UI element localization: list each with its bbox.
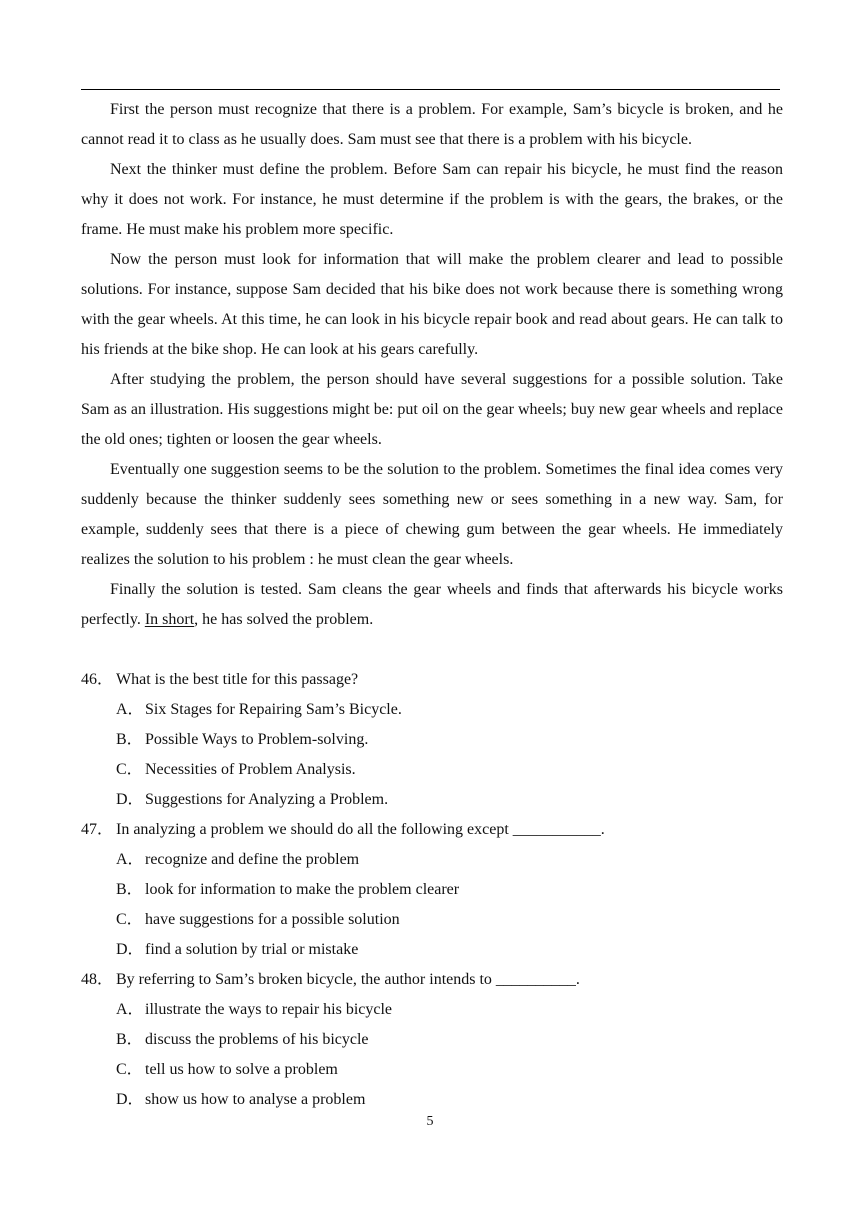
answer-option-a [81, 845, 783, 875]
passage-paragraph: After studying the problem, the person should have several suggestions for a possible solution. Take Sam as an illustration. His suggestions might be: put oil on the gear wheels; buy new gear wheels and replace the old ones; tighten or loosen the gear wheels. [81, 371, 783, 448]
answer-option-a [81, 995, 783, 1025]
answer-option-b [81, 875, 783, 905]
question-text: What is the best title for this passage? [116, 671, 359, 688]
option-label: A． [116, 851, 144, 868]
answer-option-c [81, 755, 783, 785]
page-number: 5 [426, 1114, 434, 1129]
option-label: D． [116, 941, 144, 958]
passage-paragraph: Eventually one suggestion seems to be the solution to the problem. Sometimes the final idea comes very suddenly because the thinker suddenly sees something new or sees something in a new way. Sam, for example, suddenly sees that there is a piece of chewing gum between the gear wheels. He immediately realizes the solution to his problem : he must clean the gear wheels. [81, 461, 783, 568]
option-text: recognize and define the problem [145, 851, 360, 868]
question-48 [81, 965, 783, 1115]
option-label: D． [116, 791, 144, 808]
reading-passage [81, 95, 783, 635]
option-text: look for information to make the problem clearer [145, 881, 460, 898]
option-label: C． [116, 1061, 143, 1078]
option-text: Possible Ways to Problem-solving. [145, 731, 369, 748]
option-text: tell us how to solve a problem [145, 1061, 338, 1078]
question-text: By referring to Sam’s broken bicycle, the author intends to __________. [116, 971, 580, 988]
question-stem [81, 815, 783, 845]
option-text: show us how to analyse a problem [145, 1091, 366, 1108]
question-number: 48． [81, 971, 114, 988]
answer-option-c [81, 905, 783, 935]
passage-final-paragraph [81, 575, 783, 635]
passage-paragraph: Next the thinker must define the problem. Before Sam can repair his bicycle, he must find the reason why it does not work. For instance, he must determine if the problem is with the gears, the brakes, or the frame. He must make his problem more specific. [81, 161, 783, 238]
option-text: Six Stages for Repairing Sam’s Bicycle. [145, 701, 402, 718]
final-paragraph-text: Finally the solution is tested. Sam cleans the gear wheels and finds that afterwards his bicycle works perfectly. [81, 581, 783, 628]
option-label: B． [116, 1031, 143, 1048]
option-label: D． [116, 1091, 144, 1108]
answer-option-a [81, 695, 783, 725]
option-label: A． [116, 1001, 144, 1018]
question-text: In analyzing a problem we should do all the following except ___________. [116, 821, 605, 838]
question-46 [81, 665, 783, 815]
question-number: 46． [81, 671, 114, 688]
answer-option-b [81, 1025, 783, 1055]
passage-paragraph: Now the person must look for information that will make the problem clearer and lead to possible solutions. For instance, suppose Sam decided that his bike does not work because there is something wrong with the gear wheels. At this time, he can look in his bicycle repair book and read about gears. He can talk to his friends at the bike shop. He can look at his gears carefully. [81, 251, 783, 358]
question-number: 47． [81, 821, 114, 838]
option-label: C． [116, 761, 143, 778]
option-label: C． [116, 911, 143, 928]
option-text: have suggestions for a possible solution [145, 911, 400, 928]
option-text: illustrate the ways to repair his bicycle [145, 1001, 393, 1018]
option-text: discuss the problems of his bicycle [145, 1031, 369, 1048]
option-label: B． [116, 881, 143, 898]
option-text: Suggestions for Analyzing a Problem. [145, 791, 389, 808]
passage-paragraph: First the person must recognize that there is a problem. For example, Sam’s bicycle is broken, and he cannot read it to class as he usually does. Sam must see that there is a problem with his bicycle. [81, 101, 783, 148]
answer-option-c [81, 1055, 783, 1085]
underlined-phrase: In short [144, 611, 195, 628]
answer-option-b [81, 725, 783, 755]
final-paragraph-text-end: , he has solved the problem. [194, 611, 374, 628]
answer-option-d [81, 785, 783, 815]
question-stem [81, 665, 783, 695]
question-stem [81, 965, 783, 995]
option-text: find a solution by trial or mistake [145, 941, 359, 958]
header-rule [81, 89, 780, 90]
answer-option-d [81, 1085, 783, 1115]
question-47 [81, 815, 783, 965]
answer-option-d [81, 935, 783, 965]
option-label: B． [116, 731, 143, 748]
question-list [81, 665, 783, 1115]
option-label: A． [116, 701, 144, 718]
option-text: Necessities of Problem Analysis. [145, 761, 356, 778]
